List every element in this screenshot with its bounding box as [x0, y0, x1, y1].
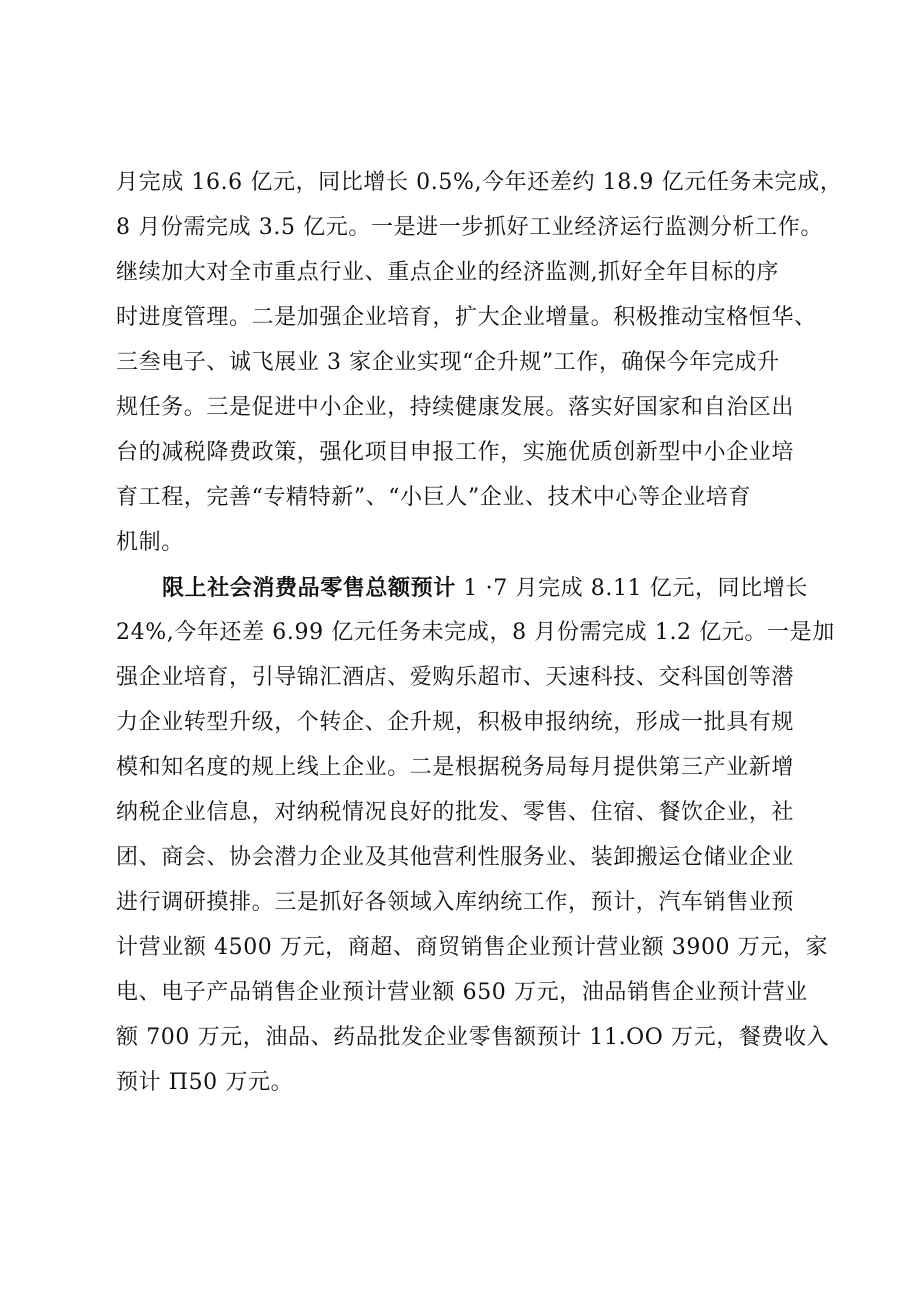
p2-line-2: 24%,今年还差 6.99 亿元任务未完成，8 月份需完成 1.2 亿元。一是加 — [116, 620, 835, 645]
p2-line-10: 电、电子产品销售企业预计营业额 650 万元，油品销售企业预计营业 — [116, 980, 808, 1005]
p2-line-12: 预计 Π50 万元。 — [116, 1070, 294, 1095]
p2-line-7: 团、商会、协会潜力企业及其他营利性服务业、装卸搬运仓储业企业 — [116, 845, 795, 870]
p1-line-5: 三叁电子、诚飞展业 3 家企业实现“企升规”工作，确保今年完成升 — [116, 350, 780, 375]
p2-line-6: 纳税企业信息，对纳税情况良好的批发、零售、住宿、餐饮企业，社 — [116, 800, 795, 825]
p1-line-6: 规任务。三是促进中小企业，持续健康发展。落实好国家和自治区出 — [116, 395, 795, 420]
p1-line-2: 8 月份需完成 3.5 亿元。一是进一步抓好工业经济运行监测分析工作。 — [116, 215, 823, 240]
p2-line-1 — [162, 573, 822, 603]
p2-line-11: 额 700 万元，油品、药品批发企业零售额预计 11.OO 万元，餐费收入 — [116, 1025, 830, 1050]
p1-line-4: 时进度管理。二是加强企业培育，扩大企业增量。积极推动宝格恒华、 — [116, 305, 817, 330]
p2-line-8: 进行调研摸排。三是抓好各领域入库纳统工作，预计，汽车销售业预 — [116, 890, 795, 915]
p2-line-3: 强企业培育，引导锦汇酒店、爱购乐超市、天速科技、交科国创等潜 — [116, 665, 795, 690]
p1-line-8: 育工程，完善“专精特新”、“小巨人”企业、技术中心等企业培育 — [116, 485, 751, 510]
p2-line-1-text: 1 ·7 月完成 8.11 亿元，同比增长 — [455, 576, 808, 601]
p1-line-1: 月完成 16.6 亿元，同比增长 0.5%,今年还差约 18.9 亿元任务未完成， — [116, 170, 843, 195]
p1-line-7: 台的减税降费政策，强化项目申报工作，实施优质创新型中小企业培 — [116, 440, 795, 465]
p2-line-5: 模和知名度的规上线上企业。二是根据税务局每月提供第三产业新增 — [116, 755, 795, 780]
p2-line-9: 计营业额 4500 万元，商超、商贸销售企业预计营业额 3900 万元，家 — [116, 935, 829, 960]
p1-line-3: 继续加大对全市重点行业、重点企业的经济监测,抓好全年目标的序 — [116, 260, 779, 285]
p1-line-9: 机制。 — [116, 530, 184, 555]
p2-heading: 限上社会消费品零售总额预计 — [162, 575, 456, 601]
p2-line-4: 力企业转型升级，个转企、企升规，积极申报纳统，形成一批具有规 — [116, 710, 795, 735]
